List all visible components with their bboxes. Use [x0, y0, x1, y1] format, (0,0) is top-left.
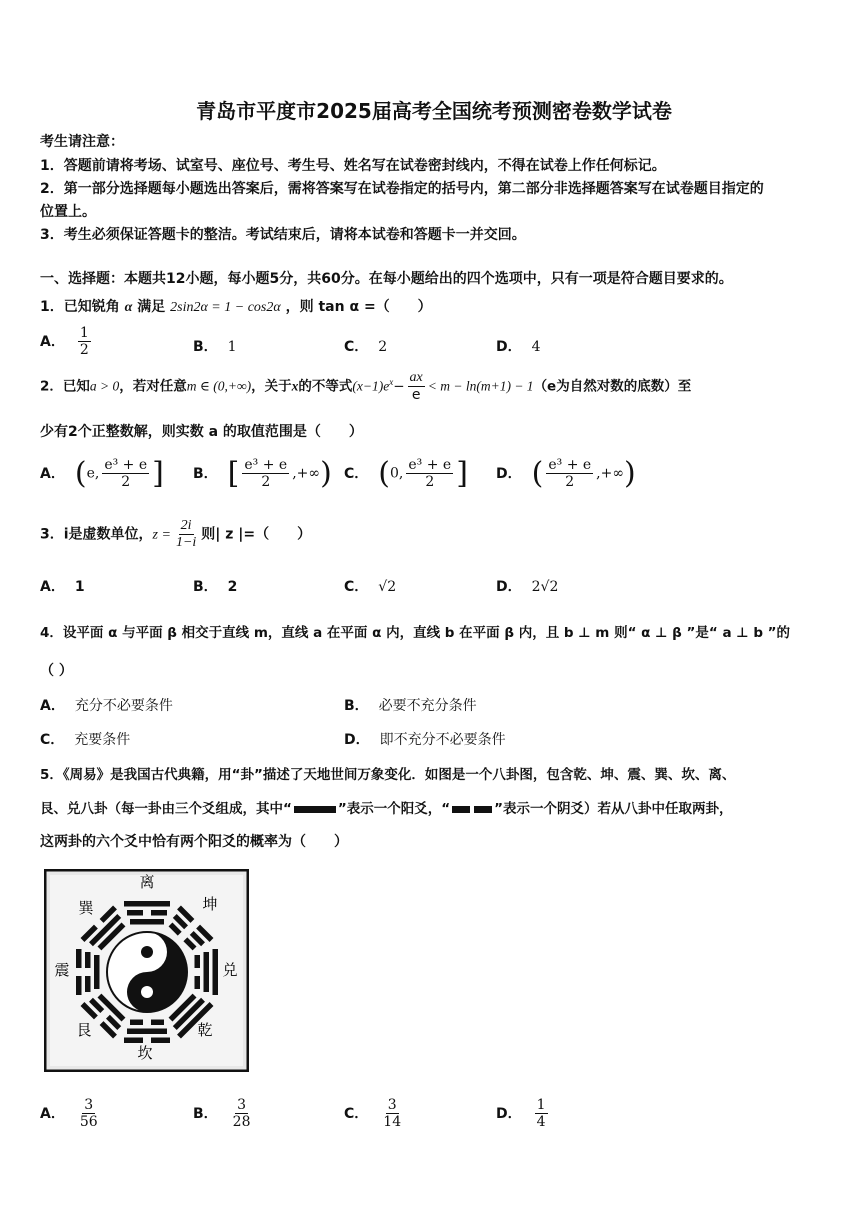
label-li: 离: [139, 873, 155, 891]
q2-b-den: 2: [261, 474, 271, 490]
yin-line-symbol-left: [452, 806, 470, 813]
option-label: D．: [496, 465, 522, 482]
question-2-cont: 少有2个正整数解，则实数 a 的取值范围是（ ）: [40, 424, 363, 440]
q1-then: ，则 tan α =（ ）: [285, 299, 432, 315]
q2-math: x: [291, 378, 299, 394]
q3-option-d: [496, 576, 558, 596]
bagua-figure: [44, 869, 249, 1072]
q1-a-denominator: 2: [79, 342, 89, 359]
yin-line-symbol-right: [474, 806, 492, 813]
q2-b-post: ,+∞: [292, 465, 321, 482]
notice-item-3: 3．考生必须保证答题卡的整洁。考试结束后，请将本试卷和答题卡一并交回。: [40, 227, 526, 243]
notice-item-2-cont: 位置上。: [40, 204, 96, 220]
label-dui: 兑: [222, 961, 238, 979]
question-4-cont: （ ）: [40, 663, 73, 679]
q5-option-a: [40, 1097, 103, 1130]
q2-text: ，关于: [251, 378, 292, 395]
q5-a-num: 3: [84, 1097, 94, 1113]
option-label: C．: [344, 465, 369, 482]
q1-option-d: [496, 336, 541, 356]
q5-c-num: 3: [387, 1097, 397, 1113]
q2-d-num: e³ + e: [548, 456, 592, 473]
q2-b-num: e³ + e: [244, 456, 288, 473]
q2-ineq-left: (x−1)e: [352, 378, 390, 394]
q2-math: m ∈ (0,+∞): [186, 378, 252, 394]
yin-yang-icon: [107, 932, 187, 1012]
q2-option-b: [193, 456, 332, 491]
question-5: 5．《周易》是我国古代典籍，用“卦”描述了天地世间万象变化．如图是一个八卦图，包含乾、坤、震、巽、坎、离、: [40, 767, 736, 783]
notice-heading: 考生请注意：: [40, 134, 124, 150]
q4-option-d: [344, 729, 506, 749]
question-4: 4．设平面 α 与平面 β 相交于直线 m，直线 a 在平面 α 内，直线 b 在平面 β 内，且 b ⊥ m 则“ α ⊥ β ”是“ a ⊥ b ”的: [40, 625, 791, 641]
q2-option-c: [344, 456, 468, 491]
q3-option-a: [40, 576, 85, 596]
q3-then: 则| z |=（ ）: [201, 526, 312, 543]
q3-b-value: 2: [227, 579, 238, 595]
bracket: (: [531, 456, 544, 491]
q5-option-b: [193, 1097, 256, 1130]
q2-option-d: [496, 456, 636, 491]
question-2: [40, 370, 691, 403]
label-kan: 坎: [137, 1044, 153, 1062]
option-label: C．: [344, 339, 369, 355]
option-label: A．: [40, 465, 65, 482]
bracket: ]: [152, 456, 164, 491]
notice-item-1: 1．答题前请将考场、试室号、座位号、考生号、姓名写在试卷密封线内，不得在试卷上作任何标记。: [40, 158, 666, 174]
q2-frac-num: ax: [408, 370, 425, 387]
option-label: D．: [344, 732, 370, 748]
q1-c-value: 2: [378, 339, 388, 355]
q5-a-den: 56: [79, 1114, 98, 1131]
yang-line-symbol: [294, 806, 336, 813]
option-label: C．: [344, 1105, 369, 1122]
q4-a-value: 充分不必要条件: [74, 698, 173, 714]
q5-c-den: 14: [383, 1114, 402, 1131]
q1-expression: 2sin2α = 1 − cos2α: [170, 300, 281, 315]
q4-option-b: [344, 695, 477, 715]
question-5-line2: [40, 797, 733, 817]
q1-d-value: 4: [531, 339, 541, 355]
q2-ineq-minus: −: [393, 378, 405, 395]
q2-text: ，若对任意: [119, 378, 187, 395]
question-1: [40, 296, 432, 316]
q5-text: ”表示一个阳爻，“: [337, 801, 451, 817]
q3-c-value: √2: [378, 579, 397, 595]
q1-alpha: α: [124, 300, 133, 315]
q2-ineq-right: < m − ln(m+1) − 1: [427, 378, 534, 394]
q2-a-num: e³ + e: [104, 456, 148, 473]
option-label: D．: [496, 1105, 522, 1122]
label-kun: 坤: [202, 895, 218, 913]
q4-c-value: 充要条件: [74, 732, 131, 748]
bagua-svg: [44, 869, 249, 1072]
q2-note: （e为自然对数的底数）至: [533, 378, 692, 395]
label-qian: 乾: [197, 1021, 213, 1039]
option-label: C．: [40, 732, 65, 748]
q3-prefix: 3．i是虚数单位，: [40, 526, 153, 543]
bracket: ): [624, 456, 636, 491]
option-label: D．: [496, 579, 522, 595]
label-gen: 艮: [76, 1021, 92, 1039]
bracket: [: [227, 456, 240, 491]
q2-c-den: 2: [425, 474, 435, 490]
section-heading: 一、选择题：本题共12小题，每小题5分，共60分。在每小题给出的四个选项中，只有一项是符合题目要求的。: [40, 271, 733, 287]
q2-frac-den: e: [411, 387, 421, 404]
option-label: A．: [40, 698, 65, 714]
q1-mid: 满足: [137, 299, 166, 315]
q2-c-pre: 0,: [390, 465, 404, 482]
q5-text: ”表示一个阴爻）若从八卦中任取两卦，: [494, 801, 733, 817]
q5-option-c: [344, 1097, 406, 1130]
q5-d-den: 4: [536, 1114, 546, 1131]
option-label: B．: [193, 339, 218, 355]
label-xun: 巽: [78, 899, 94, 917]
option-label: D．: [496, 339, 522, 355]
option-label: B．: [344, 698, 369, 714]
page-title: 青岛市平度市2025届高考全国统考预测密卷数学试卷: [196, 99, 672, 123]
option-label: A．: [40, 333, 65, 350]
bracket: (: [74, 456, 87, 491]
label-zhen: 震: [54, 961, 70, 979]
q2-d-post: ,+∞: [596, 465, 625, 482]
bracket: (: [378, 456, 390, 491]
q2-a-pre: e,: [86, 465, 100, 482]
q1-option-a: [40, 325, 94, 358]
question-5-line3: 这两卦的六个爻中恰有两个阳爻的概率为（ ）: [40, 834, 348, 850]
q3-option-c: [344, 576, 396, 596]
q2-d-den: 2: [565, 474, 575, 490]
q3-den: 1−i: [175, 535, 197, 551]
q2-ineq-sup: x: [389, 377, 394, 388]
q3-z: z =: [152, 527, 171, 543]
notice-item-2: 2．第一部分选择题每小题选出答案后，需将答案写在试卷指定的括号内，第二部分非选择题答案写在试卷题目指定的: [40, 181, 764, 197]
q3-a-value: 1: [74, 579, 85, 595]
q3-num: 2i: [179, 518, 194, 535]
q5-option-d: [496, 1097, 551, 1130]
q2-text: 的不等式: [298, 378, 353, 395]
q4-option-c: [40, 729, 130, 749]
q1-b-value: 1: [227, 339, 237, 355]
q3-d-value: 2√2: [531, 579, 559, 595]
q5-d-num: 1: [536, 1097, 546, 1113]
option-label: B．: [193, 465, 218, 482]
bracket: ): [320, 456, 332, 491]
bracket: ]: [456, 456, 468, 491]
option-label: B．: [193, 1105, 218, 1122]
q2-option-a: [40, 456, 164, 491]
q5-b-num: 3: [237, 1097, 247, 1113]
q5-b-den: 28: [232, 1114, 251, 1131]
q2-math: a > 0: [89, 378, 120, 394]
q1-option-c: [344, 336, 387, 356]
q1-a-numerator: 1: [79, 325, 89, 341]
q1-prefix: 1．已知锐角: [40, 299, 120, 315]
q2-c-num: e³ + e: [408, 456, 452, 473]
option-label: A．: [40, 579, 65, 595]
q4-b-value: 必要不充分条件: [378, 698, 477, 714]
option-label: A．: [40, 1105, 65, 1122]
q2-a-den: 2: [121, 474, 131, 490]
option-label: B．: [193, 579, 218, 595]
q5-text: 艮、兑八卦（每一卦由三个爻组成，其中“: [40, 801, 292, 817]
q4-option-a: [40, 695, 173, 715]
q4-d-value: 即不充分不必要条件: [379, 732, 506, 748]
question-3: [40, 518, 311, 551]
q2-text: 2．已知: [40, 378, 90, 395]
q1-option-b: [193, 336, 237, 356]
option-label: C．: [344, 579, 369, 595]
q3-option-b: [193, 576, 237, 596]
